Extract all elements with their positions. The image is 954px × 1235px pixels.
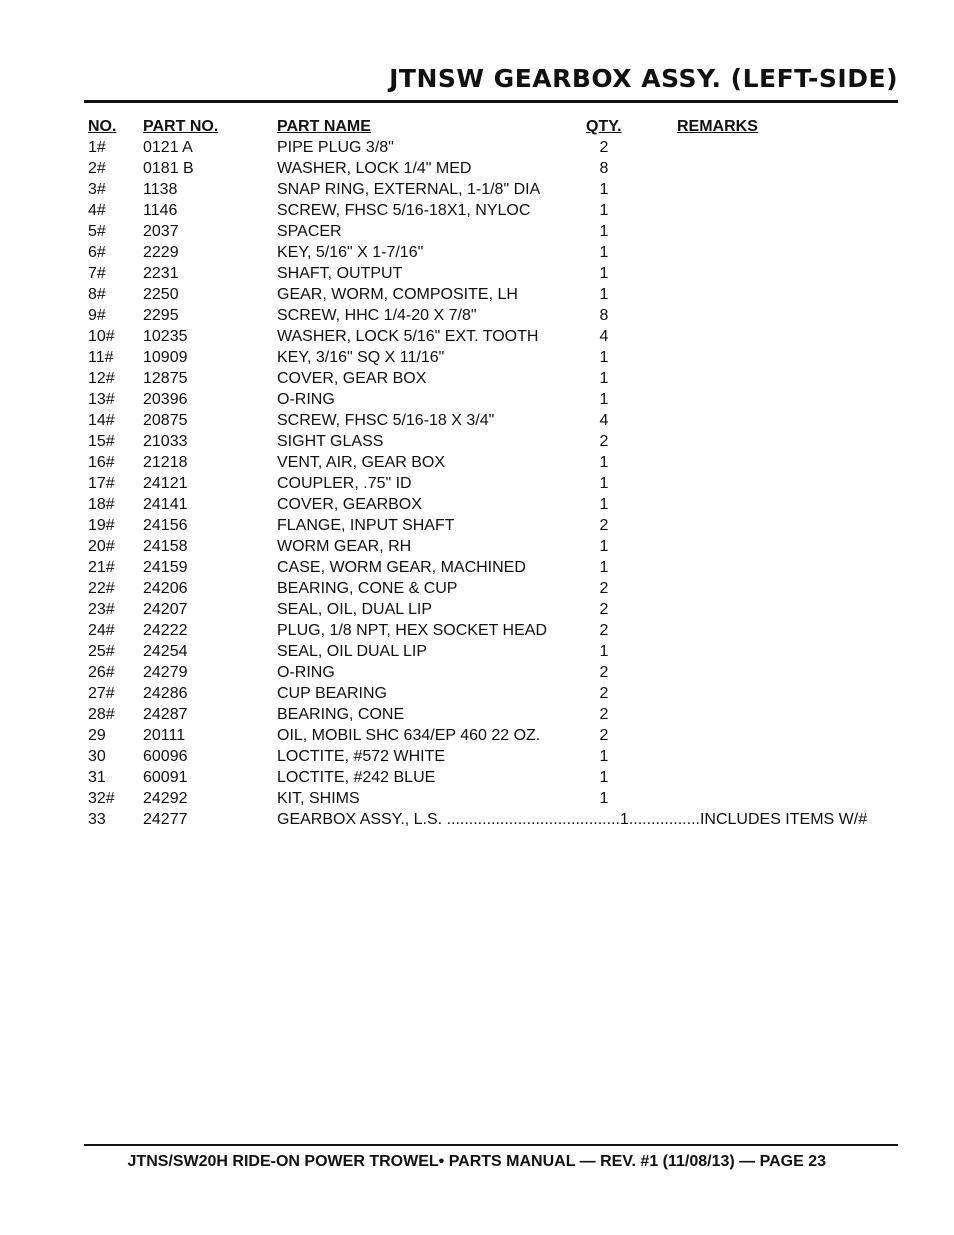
row-part-name: CUP BEARING <box>277 685 387 702</box>
row-part-no: 60096 <box>143 748 188 765</box>
row-part-no: 2231 <box>143 265 179 282</box>
row-no: 26# <box>88 664 115 681</box>
row-part-no: 1146 <box>143 202 178 219</box>
table-row <box>86 284 898 305</box>
row-no: 13# <box>88 391 115 408</box>
row-no: 3# <box>88 181 106 198</box>
table-row <box>86 746 898 767</box>
table-row <box>86 620 898 641</box>
row-part-name: COVER, GEAR BOX <box>277 370 427 387</box>
row-part-no: 2037 <box>143 223 179 240</box>
table-row <box>86 473 898 494</box>
row-no: 11# <box>88 349 114 366</box>
row-qty: 1 <box>599 496 609 513</box>
row-part-name: KIT, SHIMS <box>277 790 360 807</box>
row-part-name: KEY, 5/16" X 1-7/16" <box>277 244 424 261</box>
table-row <box>86 242 898 263</box>
row-part-name: PIPE PLUG 3/8" <box>277 139 394 156</box>
table-row <box>86 452 898 473</box>
row-part-no: 21218 <box>143 454 188 471</box>
row-qty: 2 <box>599 601 609 618</box>
table-row <box>86 788 898 809</box>
row-part-no: 24158 <box>143 538 188 555</box>
row-part-name: BEARING, CONE & CUP <box>277 580 458 597</box>
row-part-name: COVER, GEARBOX <box>277 496 422 513</box>
row-part-no: 24207 <box>143 601 188 618</box>
row-part-name: BEARING, CONE <box>277 706 405 723</box>
table-header <box>86 116 898 137</box>
table-row <box>86 389 898 410</box>
row-part-no: 12875 <box>143 370 188 387</box>
row-part-no: 24156 <box>143 517 188 534</box>
row-part-no: 24287 <box>143 706 188 723</box>
row-no: 20# <box>88 538 115 555</box>
row-part-name: GEAR, WORM, COMPOSITE, LH <box>277 286 518 303</box>
bottom-divider <box>84 1144 898 1146</box>
table-body <box>86 137 898 809</box>
row-qty: 2 <box>599 580 609 597</box>
row-qty: 4 <box>599 412 609 429</box>
row-no: 17# <box>88 475 115 492</box>
row-part-name: SHAFT, OUTPUT <box>277 265 403 282</box>
row-part-no: 24286 <box>143 685 188 702</box>
row-part-no: 0121 A <box>143 139 193 156</box>
page-title: JTNSW GEARBOX ASSY. (LEFT-SIDE) <box>389 64 898 93</box>
table-row <box>86 200 898 221</box>
row-part-name: PLUG, 1/8 NPT, HEX SOCKET HEAD <box>277 622 548 639</box>
row-qty: 1 <box>599 181 609 198</box>
row-no: 4# <box>88 202 106 219</box>
row-no: 21# <box>88 559 115 576</box>
row-part-no: 2295 <box>143 307 179 324</box>
row-part-no: 2229 <box>143 244 179 261</box>
row-qty: 1 <box>599 559 609 576</box>
table-row <box>86 662 898 683</box>
row-qty: 1 <box>599 748 609 765</box>
row-part-name: LOCTITE, #242 BLUE <box>277 769 436 786</box>
row-part-name: CASE, WORM GEAR, MACHINED <box>277 559 526 576</box>
row-part-name: COUPLER, .75" ID <box>277 475 412 492</box>
row-part-name: WORM GEAR, RH <box>277 538 412 555</box>
row-part-name: SCREW, FHSC 5/16-18 X 3/4" <box>277 412 495 429</box>
row-part-no: 24121 <box>143 475 188 492</box>
row-qty: 2 <box>599 139 609 156</box>
row-part-no: 0181 B <box>143 160 194 177</box>
table-row <box>86 578 898 599</box>
table-row <box>86 431 898 452</box>
row-part-no: 20875 <box>143 412 188 429</box>
row-qty: 2 <box>599 706 609 723</box>
row-no: 24# <box>88 622 115 639</box>
row-no: 19# <box>88 517 115 534</box>
row-qty: 2 <box>599 664 609 681</box>
table-row <box>86 221 898 242</box>
row-no: 28# <box>88 706 115 723</box>
row-no: 2# <box>88 160 106 177</box>
header-remarks: REMARKS <box>677 118 758 135</box>
row-part-no: 24279 <box>143 664 188 681</box>
row-qty: 1 <box>599 538 609 555</box>
table-row <box>86 725 898 746</box>
header-part-no: PART NO. <box>143 118 219 135</box>
row-no: 12# <box>88 370 115 387</box>
header-no: NO. <box>88 118 117 135</box>
row-qty: 1 <box>599 223 609 240</box>
table-row <box>86 137 898 158</box>
row-no: 5# <box>88 223 106 240</box>
row-qty: 2 <box>599 622 609 639</box>
row-no: 8# <box>88 286 106 303</box>
row-part-name: SPACER <box>277 223 342 240</box>
row-qty: 2 <box>599 517 609 534</box>
row-part-name: SEAL, OIL DUAL LIP <box>277 643 427 660</box>
table-row <box>86 158 898 179</box>
row-no: 33 <box>88 811 106 828</box>
row-qty: 2 <box>599 433 609 450</box>
table-row <box>86 641 898 662</box>
row-part-name: O-RING <box>277 391 335 408</box>
row-no: 14# <box>88 412 115 429</box>
row-qty: 8 <box>599 307 609 324</box>
row-no: 29 <box>88 727 106 744</box>
header-qty: QTY. <box>586 118 622 135</box>
row-no: 23# <box>88 601 115 618</box>
page-footer: JTNS/SW20H RIDE-ON POWER TROWEL• PARTS MANUAL — REV. #1 (11/08/13) — PAGE 23 <box>127 1153 826 1170</box>
row-no: 25# <box>88 643 115 660</box>
row-qty: 1 <box>599 391 609 408</box>
table-row <box>86 494 898 515</box>
row-part-no: 10235 <box>143 328 188 345</box>
table-row <box>86 410 898 431</box>
row-qty: 1 <box>599 454 609 471</box>
row-part-name: LOCTITE, #572 WHITE <box>277 748 446 765</box>
row-qty: 1 <box>599 349 609 366</box>
row-no: 6# <box>88 244 106 261</box>
row-part-no: 21033 <box>143 433 188 450</box>
row-qty: 8 <box>599 160 609 177</box>
row-no: 22# <box>88 580 115 597</box>
table-row <box>86 557 898 578</box>
row-qty: 1 <box>599 202 609 219</box>
row-no: 1# <box>88 139 106 156</box>
row-no: 16# <box>88 454 115 471</box>
row-qty: 1 <box>599 286 609 303</box>
row-part-no: 1138 <box>143 181 178 198</box>
table-row <box>86 347 898 368</box>
row-part-no: 24222 <box>143 622 188 639</box>
row-part-no: 24277 <box>143 811 188 828</box>
row-no: 15# <box>88 433 115 450</box>
row-no: 27# <box>88 685 115 702</box>
row-part-name: SCREW, HHC 1/4-20 X 7/8" <box>277 307 477 324</box>
row-part-no: 2250 <box>143 286 179 303</box>
row-part-no: 24206 <box>143 580 188 597</box>
row-qty: 2 <box>599 727 609 744</box>
table-row <box>86 179 898 200</box>
row-qty: 1 <box>599 244 609 261</box>
row-no: 18# <box>88 496 115 513</box>
top-divider <box>84 100 898 103</box>
table-row <box>86 704 898 725</box>
row-part-name: WASHER, LOCK 5/16" EXT. TOOTH <box>277 328 539 345</box>
row-qty: 1 <box>599 643 609 660</box>
row-part-name: KEY, 3/16" SQ X 11/16" <box>277 349 445 366</box>
row-part-name: O-RING <box>277 664 335 681</box>
table-row <box>86 809 898 830</box>
row-qty: 1 <box>599 265 609 282</box>
row-qty: 1 <box>599 370 609 387</box>
row-qty: 1 <box>599 790 609 807</box>
row-qty: 2 <box>599 685 609 702</box>
row-qty: 1 <box>599 475 609 492</box>
row-part-name: SEAL, OIL, DUAL LIP <box>277 601 433 618</box>
row-part-no: 24159 <box>143 559 188 576</box>
row-part-no: 24292 <box>143 790 188 807</box>
row-no: 30 <box>88 748 106 765</box>
row-part-name: SIGHT GLASS <box>277 433 384 450</box>
table-row <box>86 263 898 284</box>
row-no: 31 <box>88 769 106 786</box>
row-no: 10# <box>88 328 115 345</box>
table-row <box>86 515 898 536</box>
row-part-no: 20111 <box>143 727 186 744</box>
row-part-no: 24254 <box>143 643 188 660</box>
row-part-no: 24141 <box>143 496 188 513</box>
row-part-name: WASHER, LOCK 1/4" MED <box>277 160 472 177</box>
header-part-name: PART NAME <box>277 118 371 135</box>
row-part-no: 10909 <box>143 349 188 366</box>
row-no: 9# <box>88 307 106 324</box>
row-part-name: OIL, MOBIL SHC 634/EP 460 22 OZ. <box>277 727 541 744</box>
table-row <box>86 683 898 704</box>
row-qty: 1 <box>599 769 609 786</box>
row-no: 32# <box>88 790 115 807</box>
table-row <box>86 305 898 326</box>
row-part-no: 60091 <box>143 769 188 786</box>
table-row <box>86 368 898 389</box>
table-row <box>86 767 898 788</box>
row-part-name: FLANGE, INPUT SHAFT <box>277 517 455 534</box>
row-dotted-line: GEARBOX ASSY., L.S. .......................................1................INCLUDES ITEMS W/# <box>277 811 868 828</box>
row-part-name: SNAP RING, EXTERNAL, 1-1/8" DIA <box>277 181 541 198</box>
row-part-no: 20396 <box>143 391 188 408</box>
row-part-name: VENT, AIR, GEAR BOX <box>277 454 446 471</box>
row-qty: 4 <box>599 328 609 345</box>
row-part-name: SCREW, FHSC 5/16-18X1, NYLOC <box>277 202 531 219</box>
table-row <box>86 326 898 347</box>
row-no: 7# <box>88 265 106 282</box>
table-row <box>86 536 898 557</box>
table-row <box>86 599 898 620</box>
parts-table <box>86 116 898 830</box>
